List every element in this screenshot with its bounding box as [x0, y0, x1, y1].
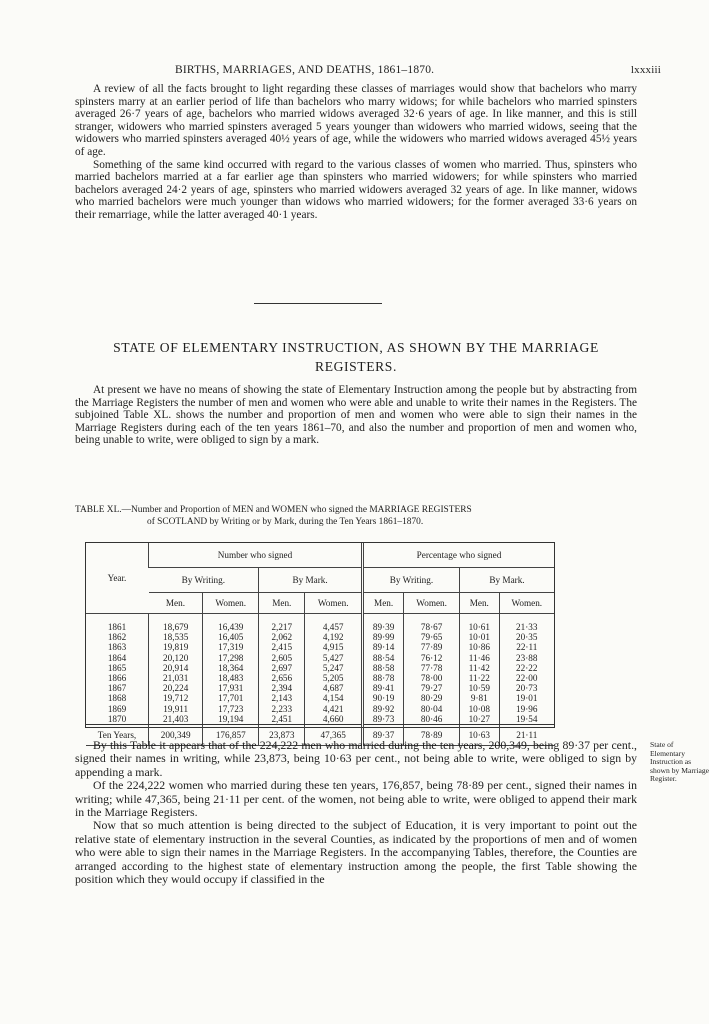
table-cell: 2,415	[271, 642, 293, 653]
table-cell: 80·29	[420, 693, 443, 704]
table-data-row	[86, 614, 554, 725]
total-cell: 176,857	[203, 725, 259, 746]
table-cell: 11·22	[468, 673, 490, 684]
table-cell: 22·22	[516, 662, 538, 673]
table-header-row	[86, 568, 554, 593]
table-caption	[75, 504, 675, 528]
statistics-table	[85, 542, 555, 741]
mark-men-column	[259, 614, 305, 725]
table-cell: 1862	[107, 632, 127, 643]
table-cell: 2,605	[271, 652, 293, 663]
table-cell: 18,679	[163, 622, 189, 632]
table-cell: 4,915	[322, 642, 344, 653]
table-cell: 2,062	[271, 632, 293, 643]
table-cell: 1867	[107, 683, 127, 694]
table-cell: 2,217	[271, 622, 293, 632]
table-cell: 4,457	[322, 622, 344, 632]
table-cell: 19,911	[163, 703, 189, 714]
table-cell: 20,914	[163, 662, 189, 673]
table-body	[86, 614, 554, 725]
table-caption-line: TABLE XL.—Number and Proportion of MEN and WOMEN who signed the MARRIAGE REGISTERS	[75, 505, 472, 515]
table-cell: 21,403	[163, 713, 189, 724]
table-cell: 16,439	[218, 622, 244, 632]
table-cell: 2,394	[271, 683, 293, 694]
table-cell: 9·81	[470, 693, 488, 704]
table-header-row	[86, 593, 554, 614]
table-cell: 20,224	[163, 683, 189, 694]
table-cell: 17,701	[218, 693, 244, 704]
year-header: Year.	[86, 543, 149, 614]
men-header: Men.	[460, 593, 500, 614]
table-cell: 1868	[107, 693, 127, 704]
table-cell: 19,819	[163, 642, 189, 653]
total-cell: 200,349	[149, 725, 203, 746]
total-cell: 47,365	[305, 725, 363, 746]
total-cell: 89·37	[362, 725, 403, 746]
section-divider	[254, 303, 382, 304]
table-cell: 88·54	[372, 652, 395, 663]
women-header: Women.	[404, 593, 460, 614]
intro-paragraph: A review of all the facts brought to light regarding these classes of marriages would show that bachelors who marry spinsters marry at an earlier period of life than bachelors who marry widows; for while bachelors who married spinsters averaged 26·7 years of age, bachelors who married widows averaged 32·6 years of age. In like manner, and this is still stranger, widowers who married spinsters averaged 5 years younger than widowers who married widows, seeing that the widowers who married spinsters averaged 40½ years of age, while the widowers who married widows averaged 45½ years of age.	[75, 83, 637, 158]
year-column	[86, 614, 149, 725]
table-cell: 4,154	[322, 693, 344, 704]
table-cell: 17,319	[218, 642, 244, 653]
table-cell: 10·59	[468, 683, 490, 694]
total-cell: 21·11	[499, 725, 554, 746]
table-cell: 2,697	[271, 662, 293, 673]
section-paragraph: At present we have no means of showing the state of Elementary Instruction among the people but by abstracting from the Marriage Registers the number of men and women who were able and unable to write their names in the Registers. The subjoined Table XL. shows the number and proportion of men and women who were able to sign their names in the Marriage Registers during each of the ten years 1861–70, and also the number and proportion of men and women who, being unable to write, were obliged to sign by a mark.	[75, 384, 637, 447]
by-writing-header: By Writing.	[149, 568, 259, 593]
mark-women-column	[305, 614, 363, 725]
table-cell: 20,120	[163, 652, 189, 663]
margin-note: State of Elementary Instruction as shown by Marriage Register.	[650, 740, 709, 784]
table-cell: 77·78	[420, 662, 443, 673]
by-mark-header: By Mark.	[460, 568, 554, 593]
table-cell: 88·78	[372, 673, 395, 684]
statistics-table-grid	[86, 543, 554, 746]
table-cell: 80·46	[420, 713, 443, 724]
section-body	[75, 384, 637, 447]
table-cell: 80·04	[420, 703, 443, 714]
table-cell: 4,660	[322, 713, 344, 724]
closing-text	[75, 739, 637, 886]
table-cell: 5,205	[322, 673, 344, 684]
table-cell: 79·27	[420, 683, 443, 694]
table-cell: 22·00	[516, 673, 538, 684]
percentage-group-header: Percentage who signed	[362, 543, 554, 568]
table-cell: 5,247	[322, 662, 344, 673]
table-cell: 17,931	[218, 683, 244, 694]
table-cell: 1865	[107, 662, 127, 673]
table-cell: 10·27	[468, 713, 490, 724]
table-cell: 1864	[107, 652, 127, 663]
table-cell: 10·01	[468, 632, 490, 643]
women-header: Women.	[499, 593, 554, 614]
table-cell: 20·73	[516, 683, 538, 694]
table-cell: 1861	[107, 622, 127, 632]
table-cell: 10·86	[468, 642, 490, 653]
pct-mark-women-column	[499, 614, 554, 725]
section-title-line: REGISTERS.	[315, 359, 397, 374]
table-cell: 2,656	[271, 673, 293, 684]
table-cell: 23·88	[516, 652, 538, 663]
closing-paragraph: By this Table it appears that of the 224,222 men who married during the ten years, 200,349, being 89·37 per cent., signed their names in writing, while 23,873, being 10·63 per cent., not being able to write, were obliged to sign by appending a mark.	[75, 738, 637, 779]
table-cell: 2,451	[271, 713, 293, 724]
closing-paragraph: Now that so much attention is being directed to the subject of Education, it is very important to point out the relative state of elementary instruction in the several Counties, as indicated by the proportions of men and of women who were able to sign their names in the Marriage Registers. In the accompanying Tables, therefore, the Counties are arranged according to the highest state of elementary instruction among the people, the first Table showing the position which they would occupy if classified in the	[75, 818, 637, 887]
total-label: Ten Years,	[86, 725, 149, 746]
table-cell: 89·39	[372, 622, 395, 632]
pct-writing-men-column	[362, 614, 403, 725]
table-cell: 11·46	[468, 652, 490, 663]
table-header-row	[86, 543, 554, 568]
table-cell: 1863	[107, 642, 127, 653]
by-writing-header: By Writing.	[362, 568, 459, 593]
men-header: Men.	[149, 593, 203, 614]
table-cell: 16,405	[218, 632, 244, 643]
table-cell: 89·73	[372, 713, 395, 724]
table-cell: 18,364	[218, 662, 244, 673]
page-number: lxxxiii	[630, 64, 661, 76]
table-cell: 10·08	[468, 703, 490, 714]
table-cell: 1866	[107, 673, 127, 684]
table-cell: 20·35	[516, 632, 538, 643]
table-cell: 78·00	[420, 673, 443, 684]
table-cell: 4,192	[322, 632, 344, 643]
table-cell: 19·01	[516, 693, 538, 704]
table-cell: 18,535	[163, 632, 189, 643]
table-cell: 5,427	[322, 652, 344, 663]
table-cell: 89·41	[372, 683, 395, 694]
table-cell: 78·67	[420, 622, 443, 632]
table-cell: 89·14	[372, 642, 395, 653]
intro-paragraph: Something of the same kind occurred with regard to the various classes of women who married. Thus, spinsters who married bachelors married at a far earlier age than spinsters who married widowers; for while spinsters who married bachelors averaged 24·2 years of age, spinsters who married widowers averaged 32 years of age. In like manner, widows who married bachelors were much younger than widows who married widowers; for the former averaged 33·6 years on their remarriage, while the latter averaged 40·1 years.	[75, 158, 637, 221]
table-cell: 90·19	[372, 693, 395, 704]
table-cell: 17,298	[218, 652, 244, 663]
section-title-line: STATE OF ELEMENTARY INSTRUCTION, AS SHOWN BY THE MARRIAGE	[113, 340, 599, 355]
pct-mark-men-column	[460, 614, 500, 725]
table-cell: 88·58	[372, 662, 395, 673]
total-cell: 78·89	[404, 725, 460, 746]
table-cell: 19·54	[516, 713, 538, 724]
section-title	[75, 338, 637, 376]
writing-women-column	[203, 614, 259, 725]
table-cell: 11·42	[468, 662, 490, 673]
table-cell: 77·89	[420, 642, 443, 653]
table-cell: 21·33	[516, 622, 538, 632]
table-cell: 89·92	[372, 703, 395, 714]
table-cell: 18,483	[218, 673, 244, 684]
table-cell: 10·61	[468, 622, 490, 632]
total-cell: 23,873	[259, 725, 305, 746]
total-cell: 10·63	[460, 725, 500, 746]
table-cell: 19,712	[163, 693, 189, 704]
intro-text	[75, 83, 637, 222]
table-cell: 22·11	[516, 642, 538, 653]
table-cell: 4,687	[322, 683, 344, 694]
table-cell: 89·99	[372, 632, 395, 643]
table-caption-line: of SCOTLAND by Writing or by Mark, during the Ten Years 1861–1870.	[147, 517, 424, 527]
writing-men-column	[149, 614, 203, 725]
women-header: Women.	[305, 593, 363, 614]
running-head	[75, 64, 675, 80]
table-cell: 21,031	[163, 673, 189, 684]
men-header: Men.	[362, 593, 403, 614]
table-cell: 19·96	[516, 703, 538, 714]
table-cell: 2,143	[271, 693, 293, 704]
table-cell: 76·12	[420, 652, 443, 663]
table-cell: 79·65	[420, 632, 443, 643]
closing-paragraph: Of the 224,222 women who married during these ten years, 176,857, being 78·89 per cent., signed their names in writing; while 47,365, being 21·11 per cent. of the women, not being able to write, were obliged to append their mark in the Marriage Registers.	[75, 778, 637, 820]
women-header: Women.	[203, 593, 259, 614]
by-mark-header: By Mark.	[259, 568, 363, 593]
table-cell: 1870	[107, 713, 127, 724]
table-cell: 1869	[107, 703, 127, 714]
number-group-header: Number who signed	[149, 543, 363, 568]
table-cell: 4,421	[322, 703, 344, 714]
running-head-title: BIRTHS, MARRIAGES, AND DEATHS, 1861–1870.	[175, 64, 435, 76]
men-header: Men.	[259, 593, 305, 614]
pct-writing-women-column	[404, 614, 460, 725]
table-cell: 19,194	[218, 713, 244, 724]
table-cell: 2,233	[271, 703, 293, 714]
table-cell: 17,723	[218, 703, 244, 714]
